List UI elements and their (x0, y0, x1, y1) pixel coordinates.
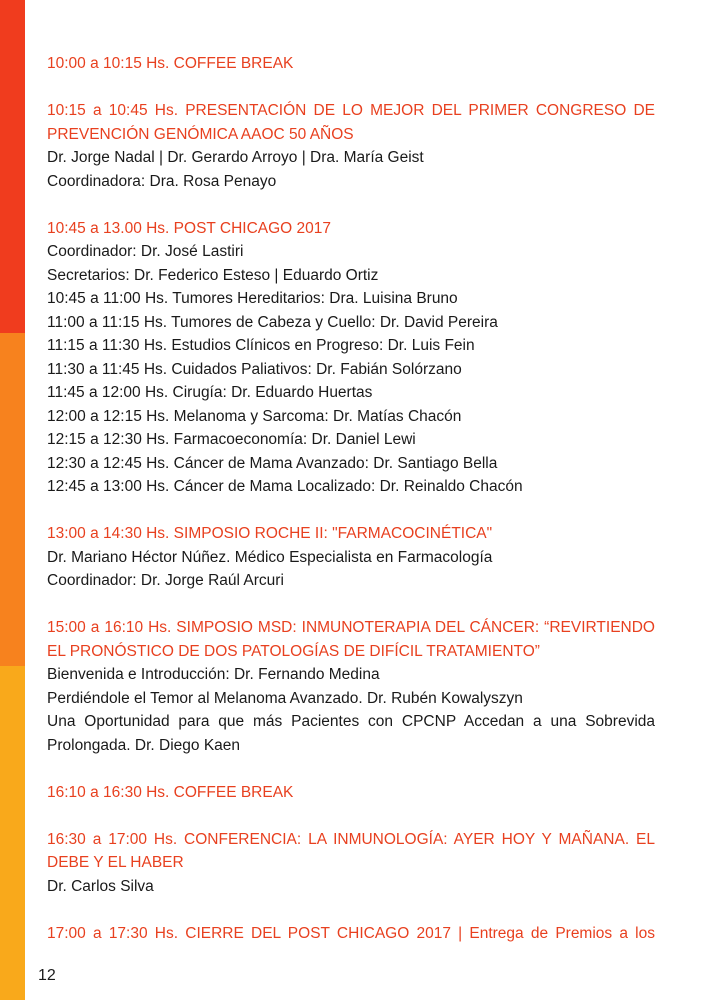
session-detail-line: Coordinadora: Dra. Rosa Penayo (47, 172, 277, 190)
spacer (47, 499, 655, 523)
session-heading-line: 16:30 a 17:00 Hs. CONFERENCIA: LA INMUNOLOGÍA: AYER HOY Y MAÑANA. EL (47, 830, 655, 848)
schedule-block (47, 522, 655, 593)
session-detail-line: Una Oportunidad para que más Pacientes con CPCNP Accedan a una Sobrevida (47, 713, 655, 730)
session-heading-line: DEBE Y EL HABER (47, 854, 184, 871)
session-detail-line: 11:00 a 11:15 Hs. Tumores de Cabeza y Cuello: Dr. David Pereira (47, 313, 498, 331)
session-detail-line: 12:45 a 13:00 Hs. Cáncer de Mama Localizado: Dr. Reinaldo Chacón (47, 478, 523, 495)
spacer (47, 898, 655, 922)
schedule-block (47, 922, 655, 946)
session-heading-line: PREVENCIÓN GENÓMICA AAOC 50 AÑOS (47, 125, 354, 143)
session-detail-line: Coordinador: Dr. Jorge Raúl Arcuri (47, 572, 284, 589)
spacer (47, 193, 655, 217)
spacer (47, 593, 655, 617)
color-strip-yellow (0, 666, 25, 1000)
session-heading-line: 10:15 a 10:45 Hs. PRESENTACIÓN DE LO MEJOR DEL PRIMER CONGRESO DE (47, 102, 655, 119)
session-detail-line: 11:30 a 11:45 Hs. Cuidados Paliativos: Dr. Fabián Solórzano (47, 360, 462, 378)
spacer (47, 804, 655, 828)
session-heading-line: 15:00 a 16:10 Hs. SIMPOSIO MSD: INMUNOTERAPIA DEL CÁNCER: “REVIRTIENDO (47, 619, 655, 636)
schedule-block (47, 217, 655, 499)
session-detail-line: Perdiéndole el Temor al Melanoma Avanzado. Dr. Rubén Kowalyszyn (47, 689, 523, 707)
session-detail-line: 12:15 a 12:30 Hs. Farmacoeconomía: Dr. Daniel Lewi (47, 431, 416, 448)
color-strip-orange (0, 333, 25, 666)
session-detail-line: 12:00 a 12:15 Hs. Melanoma y Sarcoma: Dr. Matías Chacón (47, 407, 462, 425)
schedule-block (47, 99, 655, 193)
session-detail-line: 11:15 a 11:30 Hs. Estudios Clínicos en Progreso: Dr. Luis Fein (47, 337, 475, 354)
session-heading-line: 10:00 a 10:15 Hs. COFFEE BREAK (47, 55, 294, 72)
schedule-block (47, 616, 655, 757)
session-detail-line: 12:30 a 12:45 Hs. Cáncer de Mama Avanzado: Dr. Santiago Bella (47, 454, 498, 472)
session-detail-line: 10:45 a 11:00 Hs. Tumores Hereditarios: Dra. Luisina Bruno (47, 290, 458, 307)
session-detail-line: Dr. Mariano Héctor Núñez. Médico Especialista en Farmacología (47, 548, 493, 566)
session-detail-line: Prolongada. Dr. Diego Kaen (47, 736, 241, 754)
spacer (47, 76, 655, 100)
spacer (47, 757, 655, 781)
session-heading-line: 13:00 a 14:30 Hs. SIMPOSIO ROCHE II: "FARMACOCINÉTICA" (47, 525, 493, 542)
session-detail-line: Coordinador: Dr. José Lastiri (47, 243, 244, 260)
session-detail-line: Dr. Carlos Silva (47, 877, 154, 895)
schedule-block (47, 828, 655, 899)
schedule-block (47, 781, 655, 805)
session-detail-line: 11:45 a 12:00 Hs. Cirugía: Dr. Eduardo Huertas (47, 384, 373, 401)
session-heading-line: EL PRONÓSTICO DE DOS PATOLOGÍAS DE DIFÍCIL TRATAMIENTO” (47, 642, 540, 660)
session-detail-line: Dr. Jorge Nadal | Dr. Gerardo Arroyo | Dra. María Geist (47, 149, 424, 166)
session-heading-line: 17:00 a 17:30 Hs. CIERRE DEL POST CHICAGO 2017 | Entrega de Premios a los (47, 924, 655, 942)
session-detail-line: Secretarios: Dr. Federico Esteso | Eduardo Ortiz (47, 266, 379, 284)
schedule-block (47, 52, 655, 76)
session-heading-line: 16:10 a 16:30 Hs. COFFEE BREAK (47, 783, 294, 801)
session-detail-line: Bienvenida e Introducción: Dr. Fernando Medina (47, 666, 380, 683)
program-schedule (47, 52, 655, 945)
color-strip-red (0, 0, 25, 333)
page-number: 12 (38, 967, 56, 984)
session-heading-line: 10:45 a 13.00 Hs. POST CHICAGO 2017 (47, 219, 332, 237)
